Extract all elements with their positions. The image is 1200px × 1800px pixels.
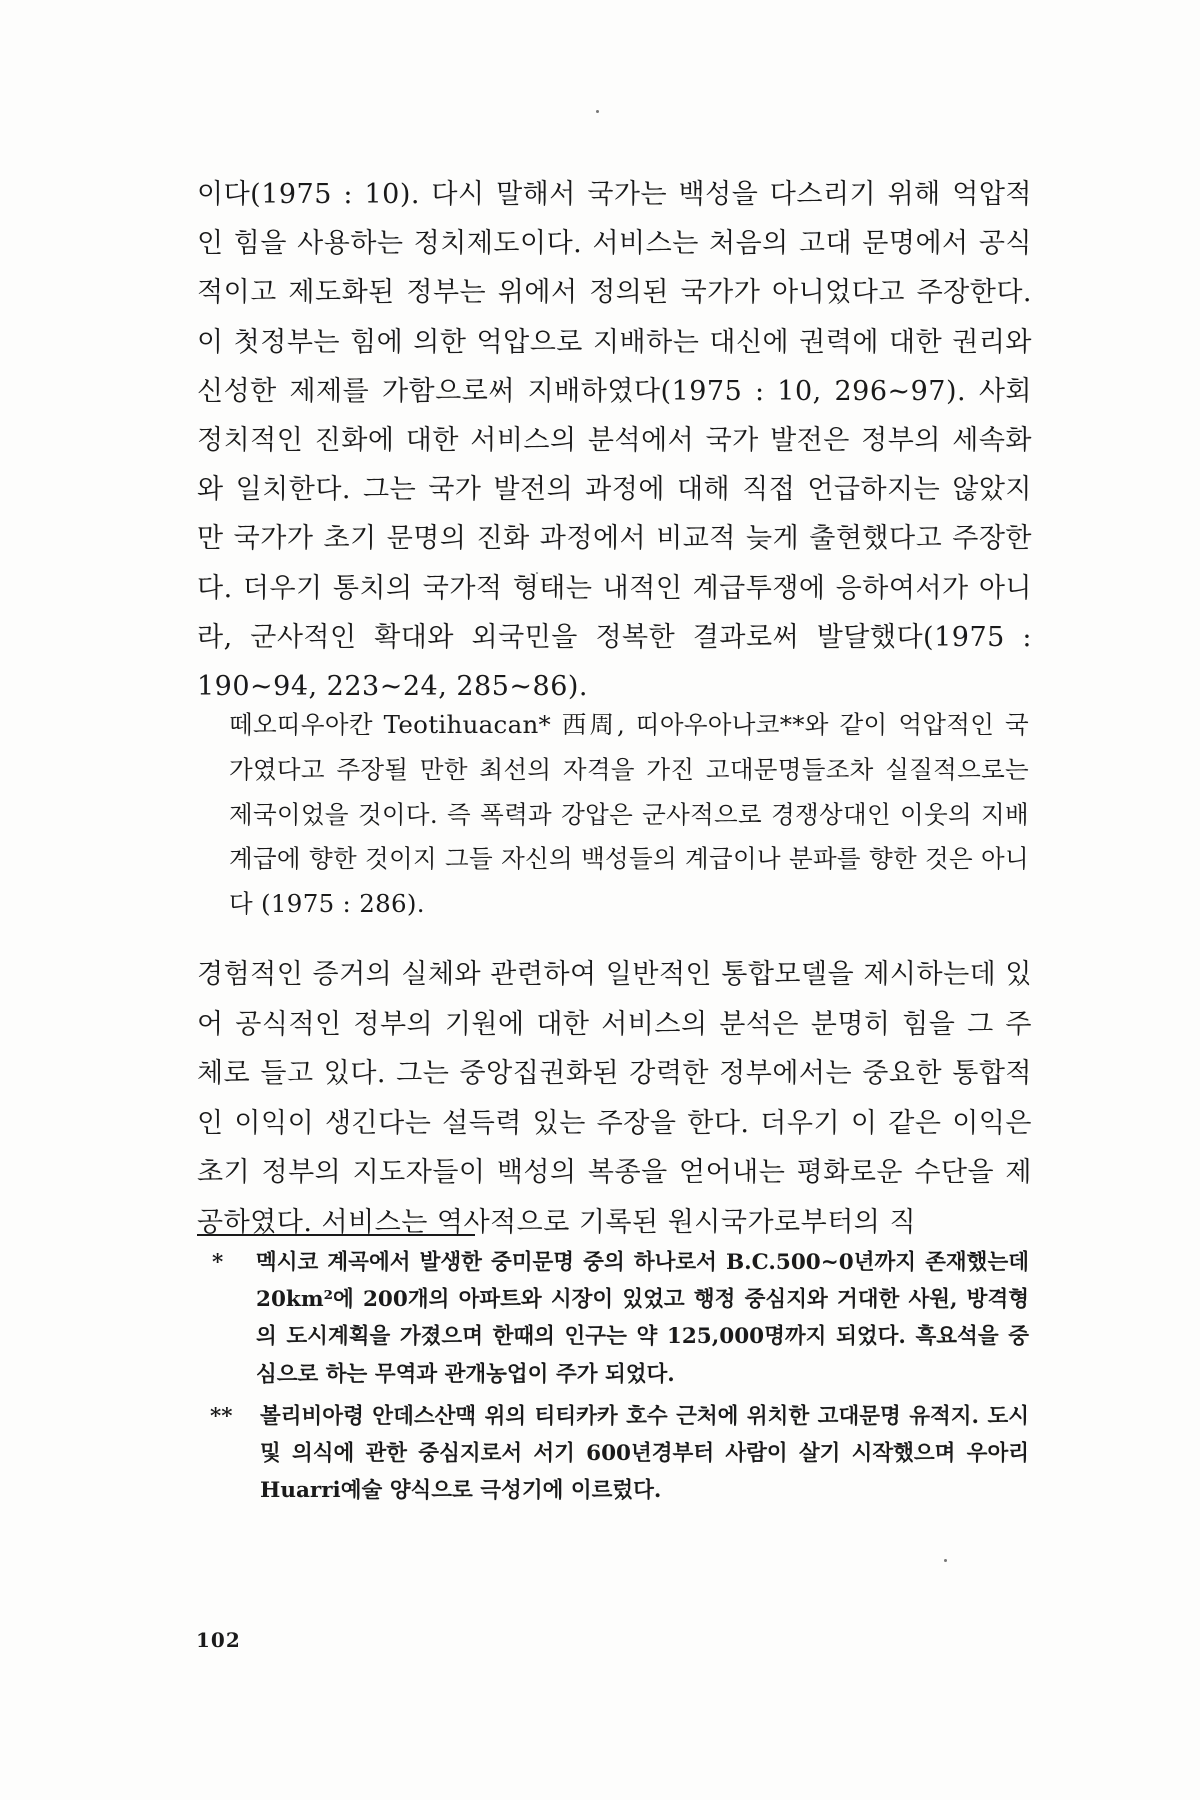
page-number: 102 [196, 1628, 241, 1652]
footnote-text: 볼리비아령 안데스산맥 위의 티티카카 호수 근처에 위치한 고대문명 유적지. 도시 및 의식에 관한 중심지로서 서기 600년경부터 사람이 살기 시작했으며 우아리 Huarri예술 양식으로 극성기에 이르렀다. [260, 1403, 1029, 1504]
scan-speck [944, 1559, 947, 1562]
scan-speck [596, 110, 599, 113]
footnote-divider [197, 1234, 475, 1236]
body-paragraph-2: 경험적인 증거의 실체와 관련하여 일반적인 통합모델을 제시하는데 있어 공식적인 정부의 기원에 대한 서비스의 분석은 분명히 힘을 그 주체로 들고 있다. 그는 중앙집권화된 강력한 정부에서는 중요한 통합적인 이익이 생긴다는 설득력 있는 주장을 한다. 더우기 이 같은 이익은 초기 정부의 지도자들이 백성의 복종을 얻어내는 평화로운 수단을 제공하였다. 서비스는 역사적으로 기록된 원시국가로부터의 직 [197, 959, 1032, 1238]
body-paragraph-1: 이다(1975 : 10). 다시 말해서 국가는 백성을 다스리기 위해 억압적인 힘을 사용하는 정치제도이다. 서비스는 처음의 고대 문명에서 공식적이고 제도화된 정부는 위에서 정의된 국가가 아니었다고 주장한다. 이 첫정부는 힘에 의한 억압으로 지배하는 대신에 권력에 대한 권리와 신성한 제제를 가함으로써 지배하였다(1975 : 10, 296~97). 사회정치적인 진화에 대한 서비스의 분석에서 국가 발전은 정부의 세속화와 일치한다. 그는 국가 발전의 과정에 대해 직접 언급하지는 않았지만 국가가 초기 문명의 진화 과정에서 비교적 늦게 출현했다고 주장한다. 더우기 통치의 국가적 형태는 내적인 계급투쟁에 응하여서가 아니라, 군사적인 확대와 외국민을 정복한 결과로써 발달했다(1975 : 190~94, 223~24, 285~86). [197, 179, 1032, 703]
footnote-marker: ** [210, 1403, 233, 1429]
footnote-item [212, 1244, 1029, 1393]
footnote-text: 멕시코 계곡에서 발생한 중미문명 중의 하나로서 B.C.500~0년까지 존재했는데 20km²에 200개의 아파트와 시장이 있었고 행정 중심지와 거대한 사원, 방격형의 도시계획을 가졌으며 한때의 인구는 약 125,000명까지 되었다. 흑요석을 중심으로 하는 무역과 관개농업이 주가 되었다. [256, 1250, 1029, 1387]
footnote-item [212, 1398, 1029, 1510]
block-quote: 떼오띠우아칸 Teotihuacan* 西周, 띠아우아나코**와 같이 억압적인 국가였다고 주장될 만한 최선의 자격을 가진 고대문명들조차 실질적으로는 제국이었을 것이다. 즉 폭력과 강압은 군사적으로 경쟁상대인 이웃의 지배계급에 향한 것이지 그들 자신의 백성들의 계급이나 분파를 향한 것은 아니다 (1975 : 286). [229, 710, 1029, 919]
footnote-marker: * [212, 1250, 224, 1275]
footnotes [212, 1244, 1029, 1514]
